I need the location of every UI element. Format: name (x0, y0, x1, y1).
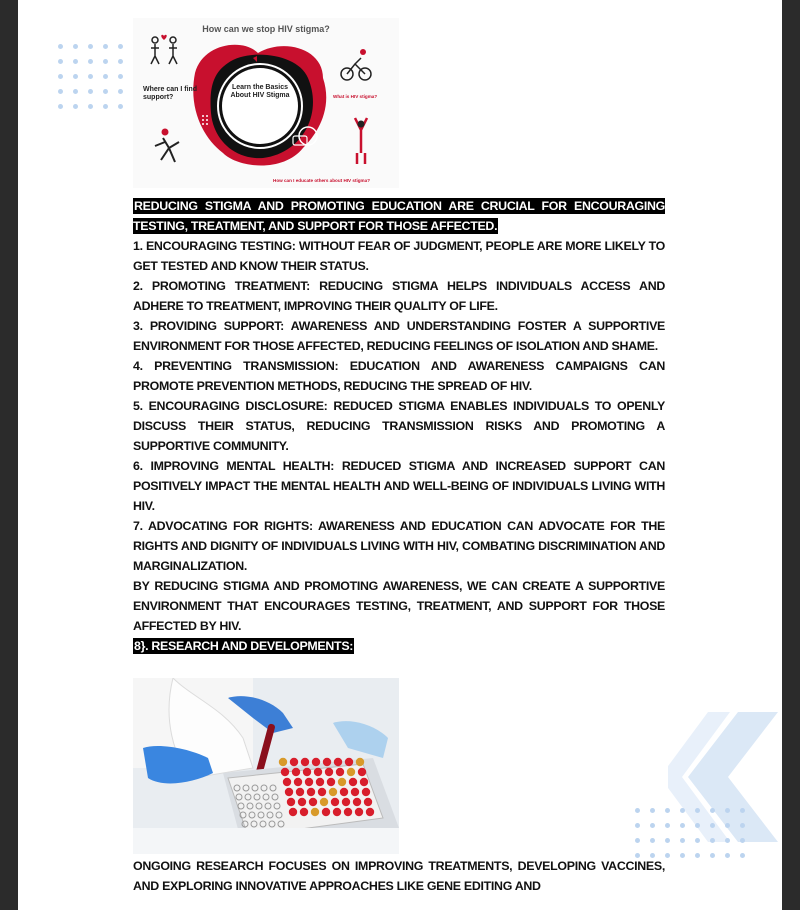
test-tube-cap (279, 758, 287, 766)
decorative-dot (58, 104, 63, 109)
test-tube-cap (290, 758, 298, 766)
test-tube-cap (296, 788, 304, 796)
decorative-dot (635, 823, 640, 828)
decorative-dot (635, 838, 640, 843)
test-tube-cap (301, 758, 309, 766)
decorative-dot (695, 853, 700, 858)
point-4: 4. PREVENTING TRANSMISSION: EDUCATION AND AWARENESS CAMPAIGNS CAN PROMOTE PREVENTION METHODS, REDUCING THE SPREAD OF HIV. (133, 359, 665, 393)
decorative-dot (650, 823, 655, 828)
decorative-dot (118, 104, 123, 109)
decorative-dot (73, 89, 78, 94)
decorative-dot (73, 59, 78, 64)
test-tube-cap (316, 778, 324, 786)
test-tube-cap (314, 768, 322, 776)
body-text (133, 196, 665, 656)
decorative-dot (88, 59, 93, 64)
decorative-dot (725, 838, 730, 843)
decorative-dot (73, 104, 78, 109)
test-tube-cap (351, 788, 359, 796)
infographic-center-label: Learn the Basics About HIV Stigma (230, 84, 290, 100)
test-tube-cap (311, 808, 319, 816)
lab-research-photo (133, 678, 399, 854)
test-tube-cap (338, 778, 346, 786)
decorative-dot (635, 808, 640, 813)
decorative-dot (650, 808, 655, 813)
decorative-dot (665, 838, 670, 843)
decorative-dot (118, 59, 123, 64)
section-heading: 8}. RESEARCH AND DEVELOPMENTS: (134, 639, 354, 653)
decorative-dot (103, 104, 108, 109)
test-tube-cap (349, 778, 357, 786)
decorative-dot (103, 89, 108, 94)
decorative-dot (725, 808, 730, 813)
test-tube-cap (322, 808, 330, 816)
infographic-left-question: Where can I find support? (143, 86, 198, 101)
decorative-dot (118, 89, 123, 94)
decorative-dot (650, 838, 655, 843)
point-2: 2. PROMOTING TREATMENT: REDUCING STIGMA HELPS INDIVIDUALS ACCESS AND ADHERE TO TREATMENT, IMPROVING THEIR QUALITY OF LIFE. (133, 279, 665, 313)
test-tube-cap (329, 788, 337, 796)
decorative-dot (680, 823, 685, 828)
test-tube-cap (331, 798, 339, 806)
infographic-right-question: What is HIV stigma? (333, 94, 378, 99)
test-tube-cap (287, 798, 295, 806)
test-tube-cap (289, 808, 297, 816)
decorative-dot (740, 823, 745, 828)
decorative-dot (58, 89, 63, 94)
test-tube-cap (353, 798, 361, 806)
test-tube-cap (347, 768, 355, 776)
test-tube-cap (285, 788, 293, 796)
point-1: 1. ENCOURAGING TESTING: WITHOUT FEAR OF JUDGMENT, PEOPLE ARE MORE LIKELY TO GET TESTED AND KNOW THEIR STATUS. (133, 239, 665, 273)
intro-heading: REDUCING STIGMA AND PROMOTING EDUCATION ARE CRUCIAL FOR ENCOURAGING TESTING, TREATMENT, AND SUPPORT FOR THOSE AFFECTED. (133, 199, 665, 233)
test-tube-cap (336, 768, 344, 776)
decorative-dot (73, 44, 78, 49)
test-tube-cap (344, 808, 352, 816)
decorative-dot (665, 823, 670, 828)
decorative-dot (740, 838, 745, 843)
decorative-dot (710, 808, 715, 813)
decorative-dot (118, 44, 123, 49)
test-tube-cap (342, 798, 350, 806)
test-tube-cap (323, 758, 331, 766)
decorative-dot (58, 74, 63, 79)
test-tube-cap (292, 768, 300, 776)
test-tube-cap (356, 758, 364, 766)
test-tube-cap (340, 788, 348, 796)
test-tube-cap (333, 808, 341, 816)
decorative-dot (73, 74, 78, 79)
test-tube-cap (320, 798, 328, 806)
test-tube-cap (312, 758, 320, 766)
decorative-dot (740, 808, 745, 813)
test-tube-cap (325, 768, 333, 776)
decorative-dot (88, 89, 93, 94)
test-tube-cap (283, 778, 291, 786)
test-tube-cap (345, 758, 353, 766)
decorative-dot (695, 808, 700, 813)
decorative-dot (103, 59, 108, 64)
decorative-dot (695, 838, 700, 843)
test-tube-cap (281, 768, 289, 776)
test-tube-cap (327, 778, 335, 786)
infographic-bottom-question: How can I educate others about HIV stigma? (273, 178, 370, 183)
point-3: 3. PROVIDING SUPPORT: AWARENESS AND UNDERSTANDING FOSTER A SUPPORTIVE ENVIRONMENT FOR THOSE AFFECTED, REDUCING FEELINGS OF ISOLATION AND SHAME. (133, 319, 665, 353)
research-paragraph: ONGOING RESEARCH FOCUSES ON IMPROVING TREATMENTS, DEVELOPING VACCINES, AND EXPLORING INNOVATIVE APPROACHES LIKE GENE EDITING AND (133, 859, 665, 893)
hiv-stigma-infographic (133, 18, 399, 188)
conclusion-paragraph: BY REDUCING STIGMA AND PROMOTING AWARENESS, WE CAN CREATE A SUPPORTIVE ENVIRONMENT THAT ENCOURAGES TESTING, TREATMENT, AND SUPPORT FOR THOSE AFFECTED BY HIV. (133, 579, 665, 633)
point-6: 6. IMPROVING MENTAL HEALTH: REDUCED STIGMA AND INCREASED SUPPORT CAN POSITIVELY IMPACT THE MENTAL HEALTH AND WELL-BEING OF INDIVIDUALS LIVING WITH HIV. (133, 459, 665, 513)
test-tube-cap (303, 768, 311, 776)
decorative-dot (710, 853, 715, 858)
test-tube-cap (366, 808, 374, 816)
decorative-dot (58, 44, 63, 49)
test-tube-cap (307, 788, 315, 796)
decorative-dot (88, 74, 93, 79)
decorative-dot (710, 823, 715, 828)
test-tube-cap (358, 768, 366, 776)
test-tube-cap (298, 798, 306, 806)
decorative-dot (103, 44, 108, 49)
decorative-dot (710, 838, 715, 843)
test-tube-cap (294, 778, 302, 786)
test-tube-cap (318, 788, 326, 796)
decorative-dot (680, 853, 685, 858)
decorative-dot (695, 823, 700, 828)
test-tube-cap (360, 778, 368, 786)
test-tube-cap (305, 778, 313, 786)
test-tube-cap (364, 798, 372, 806)
decorative-dot (103, 74, 108, 79)
decorative-dot (665, 853, 670, 858)
decorative-dot (725, 853, 730, 858)
point-7: 7. ADVOCATING FOR RIGHTS: AWARENESS AND EDUCATION CAN ADVOCATE FOR THE RIGHTS AND DIGNITY OF INDIVIDUALS LIVING WITH HIV, COMBATING DISCRIMINATION AND MARGINALIZATION. (133, 519, 665, 573)
decorative-dot (680, 838, 685, 843)
decorative-dot (118, 74, 123, 79)
decorative-dot (680, 808, 685, 813)
test-tube-cap (334, 758, 342, 766)
decorative-dot (725, 823, 730, 828)
decorative-dot (58, 59, 63, 64)
point-5: 5. ENCOURAGING DISCLOSURE: REDUCED STIGMA ENABLES INDIVIDUALS TO OPENLY DISCUSS THEIR STATUS, REDUCING TRANSMISSION RISKS AND PROMOTING A SUPPORTIVE COMMUNITY. (133, 399, 665, 453)
test-tube-cap (300, 808, 308, 816)
infographic-title: How can we stop HIV stigma? (202, 24, 330, 34)
document-page (18, 0, 782, 910)
test-tube-cap (309, 798, 317, 806)
decorative-dot (740, 853, 745, 858)
decorative-dot (88, 104, 93, 109)
decorative-dot (665, 808, 670, 813)
test-tube-cap (362, 788, 370, 796)
decorative-dot (88, 44, 93, 49)
decorative-dot-grid-top (58, 44, 128, 104)
test-tube-cap (355, 808, 363, 816)
